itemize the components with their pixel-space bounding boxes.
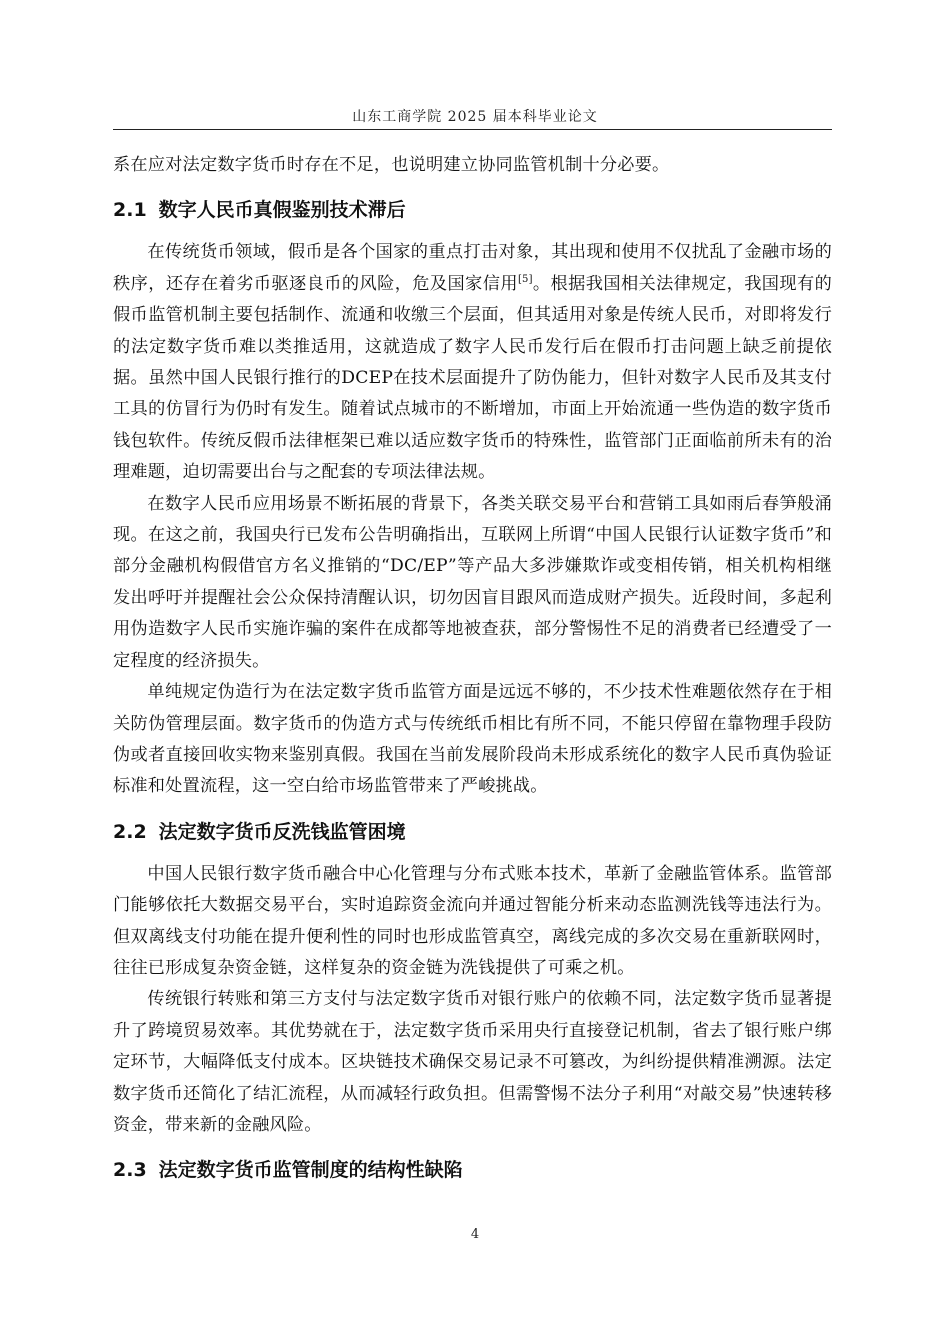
paragraph-2-2-1: 中国人民银行数字货币融合中心化管理与分布式账本技术，革新了金融监管体系。监管部门能够依托大数据交易平台，实时追踪资金流向并通过智能分析来动态监测洗钱等违法行为。但双离线支付功能在提升便利性的同时也形成监管真空，离线完成的多次交易在重新联网时，往往已形成复杂资金链，这样复杂的资金链为洗钱提供了可乘之机。 bbox=[113, 863, 832, 978]
section-heading-2-2 bbox=[113, 817, 832, 847]
section-heading-2-3 bbox=[113, 1155, 832, 1185]
section-title: 法定数字货币反洗钱监管困境 bbox=[158, 820, 406, 843]
section-title: 数字人民币真假鉴别技术滞后 bbox=[158, 199, 406, 222]
page-number: 4 bbox=[470, 1227, 480, 1242]
running-header: 山东工商学院 2025 届本科毕业论文 bbox=[352, 109, 598, 125]
paragraph-2-2-2: 传统银行转账和第三方支付与法定数字货币对银行账户的依赖不同，法定数字货币显著提升了跨境贸易效率。其优势就在于，法定数字货币采用央行直接登记机制，省去了银行账户绑定环节，大幅降低支付成本。区块链技术确保交易记录不可篡改，为纠纷提供精准溯源。法定数字货币还简化了结汇流程，从而减轻行政负担。但需警惕不法分子利用“对敲交易”快速转移资金，带来新的金融风险。 bbox=[113, 989, 832, 1135]
header-divider bbox=[113, 129, 832, 130]
paragraph-text: 。根据我国相关法律规定，我国现有的假币监管机制主要包括制作、流通和收缴三个层面，但其适用对象是传统人民币，对即将发行的法定数字货币难以类推适用，这就造成了数字人民币发行后在假币打击问题上缺乏前提依据。虽然中国人民银行推行的DCEP在技术层面提升了防伪能力，但针对数字人民币及其支付工具的仿冒行为仍时有发生。随着试点城市的不断增加，市面上开始流通一些伪造的数字货币钱包软件。传统反假币法律框架已难以适应数字货币的特殊性，监管部门正面临前所未有的治理难题，迫切需要出台与之配套的专项法律法规。 bbox=[113, 273, 832, 483]
section-number: 2.1 bbox=[113, 199, 147, 222]
section-title: 法定数字货币监管制度的结构性缺陷 bbox=[158, 1159, 463, 1182]
paragraph-text: 在传统货币领域，假币是各个国家的重点打击对象，其出现和使用不仅扰乱了金融市场的秩序，还存在着劣币驱逐良币的风险，危及国家信用 bbox=[113, 242, 832, 294]
paragraph-2-1-1 bbox=[113, 237, 832, 488]
section-number: 2.3 bbox=[113, 1159, 147, 1182]
paragraph-2-1-3: 单纯规定伪造行为在法定数字货币监管方面是远远不够的，不少技术性难题依然存在于相关防伪管理层面。数字货币的伪造方式与传统纸币相比有所不同，不能只停留在靠物理手段防伪或者直接回收实物来鉴别真假。我国在当前发展阶段尚未形成系统化的数字人民币真伪验证标准和处置流程，这一空白给市场监管带来了严峻挑战。 bbox=[113, 682, 832, 797]
section-heading-2-1 bbox=[113, 195, 832, 225]
intro-paragraph: 系在应对法定数字货币时存在不足，也说明建立协同监管机制十分必要。 bbox=[113, 155, 670, 175]
paragraph-2-1-2: 在数字人民币应用场景不断拓展的背景下，各类关联交易平台和营销工具如雨后春笋般涌现。在这之前，我国央行已发布公告明确指出，互联网上所谓“中国人民银行认证数字货币”和部分金融机构假借官方名义推销的“DC/EP”等产品大多涉嫌欺诈或变相传销，相关机构相继发出呼吁并提醒社会公众保持清醒认识，切勿因盲目跟风而造成财产损失。近段时间，多起利用伪造数字人民币实施诈骗的案件在成都等地被查获，部分警惕性不足的消费者已经遭受了一定程度的经济损失。 bbox=[113, 493, 832, 671]
citation-reference[interactable]: [5] bbox=[517, 273, 533, 285]
document-body bbox=[113, 150, 832, 1197]
section-number: 2.2 bbox=[113, 820, 147, 843]
